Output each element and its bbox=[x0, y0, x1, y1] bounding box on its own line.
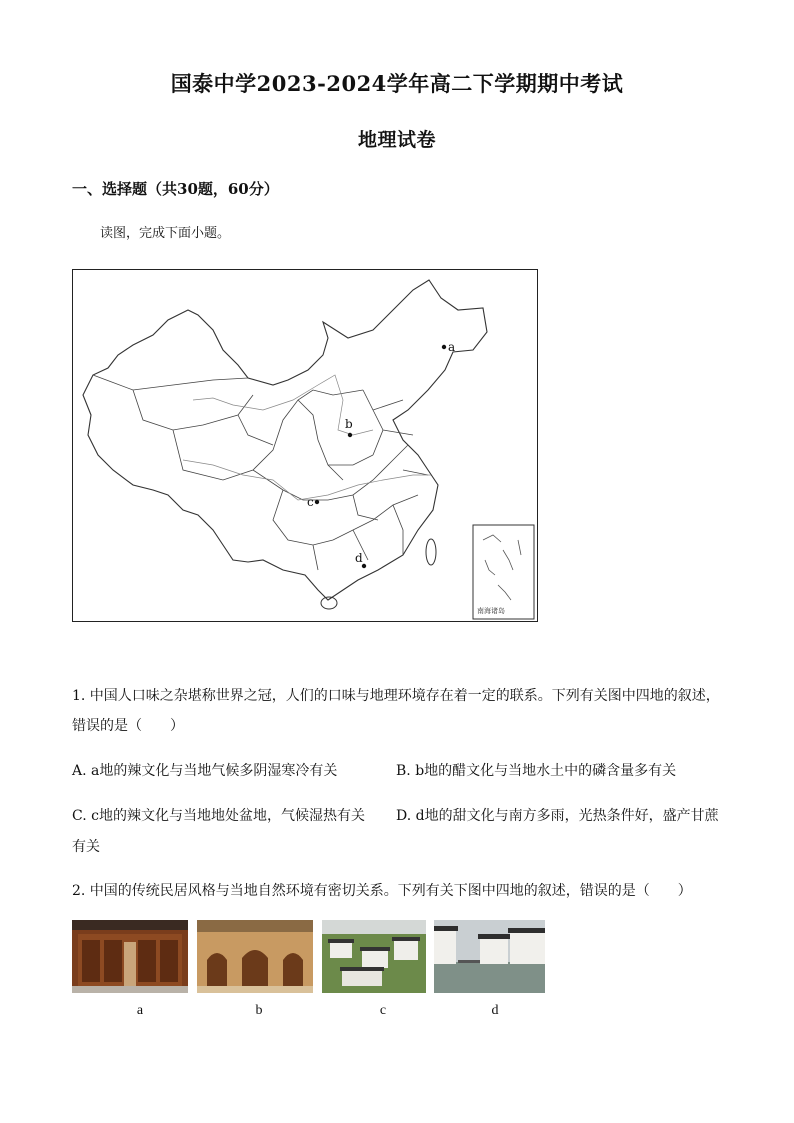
caption-a: a bbox=[136, 1003, 144, 1018]
exam-title: 国泰中学2023-2024学年高二下学期期中考试 bbox=[170, 71, 624, 96]
caption-b: b bbox=[255, 1003, 263, 1018]
q1-option-b[interactable]: B. b地的醋文化与当地水土中的磷含量多有关 bbox=[396, 763, 677, 779]
taiwan bbox=[426, 539, 436, 565]
q2-stem: 2. 中国的传统民居风格与当地自然环境有密切关系。下列有关下图中四地的叙述，错误的是（ ） bbox=[72, 883, 692, 899]
exam-subtitle: 地理试卷 bbox=[357, 129, 436, 151]
photo-a-wooden-house bbox=[72, 920, 188, 993]
photo-b-cave-dwelling bbox=[197, 920, 313, 993]
section-heading: 一、选择题（共30题，60分） bbox=[72, 180, 279, 198]
point-d-label: d bbox=[355, 551, 363, 565]
china-map bbox=[72, 269, 538, 622]
point-a-label: a bbox=[448, 340, 456, 354]
inset-frame bbox=[473, 525, 534, 619]
point-a-marker bbox=[442, 345, 446, 349]
photo-c-hillside-village bbox=[322, 920, 426, 993]
question-intro: 读图，完成下面小题。 bbox=[100, 226, 231, 241]
q1-option-d-cont: 有关 bbox=[72, 839, 100, 855]
point-b-marker bbox=[348, 433, 352, 437]
inset-label: 南海诸岛 bbox=[477, 607, 505, 615]
q1-stem-line1: 1. 中国人口味之杂堪称世界之冠，人们的口味与地理环境存在着一定的联系。下列有关图中四地的叙述， bbox=[72, 688, 720, 704]
province-lines bbox=[93, 375, 428, 570]
q1-stem-line2: 错误的是（ ） bbox=[72, 718, 184, 734]
q1-option-d[interactable]: D. d地的甜文化与南方多雨，光热条件好，盛产甘蔗 bbox=[396, 808, 719, 824]
river-yangtze bbox=[183, 460, 431, 500]
point-c-label: c bbox=[307, 495, 314, 509]
photo-d-water-town bbox=[434, 920, 545, 993]
caption-d: d bbox=[491, 1003, 499, 1018]
caption-c: c bbox=[379, 1003, 387, 1018]
q1-option-a[interactable]: A. a地的辣文化与当地气候多阴湿寒冷有关 bbox=[72, 763, 338, 779]
china-map-drawing bbox=[73, 270, 539, 623]
point-b-label: b bbox=[345, 417, 353, 431]
point-c-marker bbox=[315, 500, 319, 504]
q1-option-c[interactable]: C. c地的辣文化与当地地处盆地，气候湿热有关 bbox=[72, 808, 365, 824]
